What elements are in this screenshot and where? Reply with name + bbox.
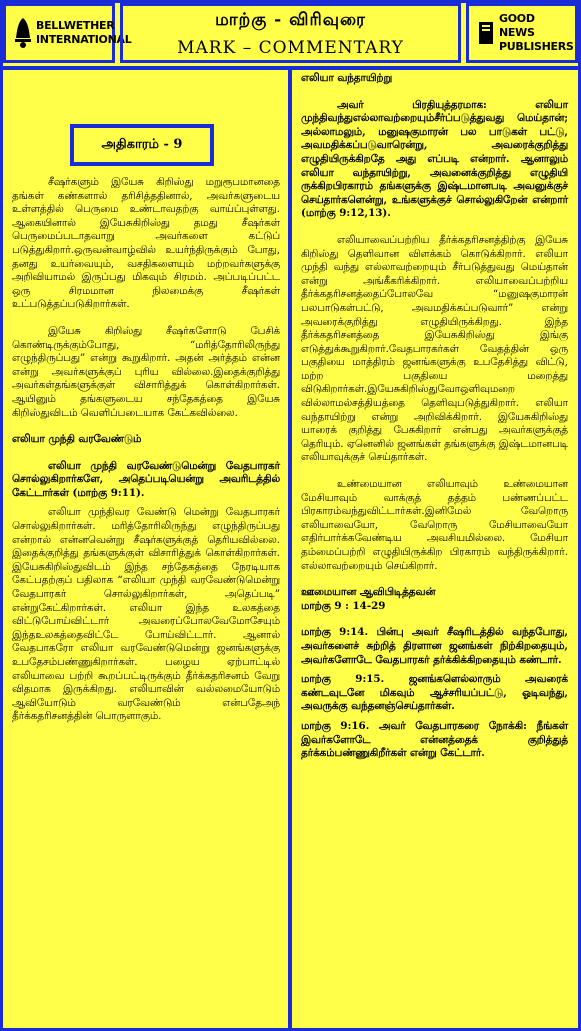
header [3,3,578,66]
paragraph: எலியாவைப்பற்றிய தீர்க்கதரிசனத்திற்கு இயேசு கிறிஸ்து தெளிவான விளக்கம் கொடுக்கிறார். எலியா முந்தி வந்து எல்லாவற்றையும் சீர்படுத்துவது மெய்தான் என்று அங்கீகரிக்கிறார். எலியாவைப்பற்றிய தீர்க்கதரிசனத்தைப்போலவே “மனுஷகுமாரன் பலபாடுகள்பட்டு, அவமதிக்கப்படுவார்” என்று அவரைக்குறித்து எழுதியிருக்கிறது. இந்த தீர்க்கதரிசனத்தை இயேசுகிறிஸ்து இங்கு எடுத்துக்கூறுகிறார்.வேதபாரகர்கள் வேதத்தின் ஒரு பகுதியை மாத்திரம் ஜனங்களுக்கு உபதேசித்து விட்டு, மற்ற பகுதியை மறைத்து விடுகிறார்கள்.இயேசுகிறிஸ்துவோஒளிவுமறை வில்லாமல்சத்தியத்தை தெளிவுபடுத்துகிறார். எலியா வந்தாயிற்று என்று அறிவிக்கிறார். இயேசுகிறிஸ்து யாரைக் குறித்து பேசுகிறார் என்பது அவர்களுக்குத் தெரியும். ஏனெனில் ஜனங்கள் தங்களுக்கு இஷ்டமானபடி எலியாவுக்குச் செய்தார்கள். [301,233,568,464]
scripture-verse: மாற்கு 9:14. பின்பு அவர் சீஷரிடத்தில் வந்தபோது, அவர்களைச் சுற்றித் திரளான ஜனங்கள் நிற்கிறதையும், அவர்களோடே வேதபாரகர் தர்க்கிக்கிறதையும் கண்டார். [301,626,568,666]
section-reference: மாற்கு 9 : 14-29 [301,599,386,612]
title-box [120,3,461,63]
book-icon [477,16,495,50]
scripture-verse: மாற்கு 9:16. அவர் வேதபாரகரை நோக்கி: நீங்கள் இவர்களோடே என்னத்தைக் குறித்துத் தர்க்கம்பண்ணுகிறீர்கள் என்று கேட்டார். [301,719,568,760]
paragraph: இயேசு கிறிஸ்து சீஷர்களோடு பேசிக் கொண்டிருக்கும்போது, “மரித்தோரிலிருந்து எழுந்திருப்பது” என்று கூறுகிறார். அதன் அர்த்தம் என்ன என்று அவர்களுக்குப் புரிய வில்லை.இதைக்குறித்து அவர்கள்தங்களுக்குள் விசாரித்துக் கொள்கிறார்கள். ஆயினும் தங்களுடைய சந்தேகத்தை இயேசு கிறிஸ்துவிடம் வெளிப்படையாக கேட்கவில்லை. [12,324,280,419]
logo-text-line1: GOOD NEWS [499,12,535,39]
title-tamil: மாற்கு - விரிவுரை [215,10,366,30]
right-column [301,72,568,761]
chapter-label: அதிகாரம் - 9 [70,124,214,166]
scripture-verse: மாற்கு 9:15. ஜனங்களெல்லாரும் அவரைக் கண்டவுடனே மிகவும் ஆச்சரியப்பட்டு, ஓடிவந்து, அவருக்கு வந்தனஞ்செய்தார்கள். [301,673,568,713]
logo-text-line2: INTERNATIONAL [36,33,132,46]
scripture-quote: எலியா முந்தி வரவேண்டுமென்று வேதபாரகர் சொல்லுகிறார்களே, அதெப்படியென்று அவரிடத்தில் கேட்டார்கள் (மாற்கு 9:11). [12,459,280,499]
section-heading: எலியா முந்தி வரவேண்டும் [12,433,142,446]
paragraph: எலியா முந்திவர வேண்டு மென்று வேதபாரகர் சொல்லுகிறார்கள். மரித்தோரிலிருந்து எழுந்திருப்பது என்றால் என்னவென்று சீஷர்களுக்குத் தெரியவில்லை. இதைக்குறித்து தங்களுக்குள் விசாரித்துக் கொள்கிறார்கள். இயேசுகிறிஸ்துவிடம் இந்த சந்தேகத்தை நேரடியாக கேட்பதற்குப் பதிலாக “எலியா முந்தி வரவேண்டுமென்று வேதபாரகர் சொல்லுகிறார்கள், அதெப்படி” என்றுகேட்கிறார்கள். எலியா இந்த உலகத்தை விட்டுபோய்விட்டார் அவரைப்போலவேமோசேயும் இந்தஉலகத்தைவிட்டே போய்விட்டார். ஆனால் வேதபாகரோ எலியா வரவேண்டுமென்று ஜனங்களுக்கு உபதேசம்பண்ணுகிறார்கள். பழைய ஏற்பாட்டில் எலியாவை பற்றி கூறப்பட்டிருக்கும் தீர்க்கதரிசனம் வேறு விதமாக இருக்கிறது. எலியாவின் வல்லமையோடும் ஆவியோடும் வரவேண்டும் என்பதேஅந் தீர்க்கதரிசனத்தின் பொருளாகும். [12,506,280,723]
bell-icon [14,16,32,50]
section-heading: எலியா வந்தாயிற்று [301,72,393,84]
logo-text-line1: BELLWETHER [36,19,115,32]
left-column [12,72,280,724]
section-heading: ஊமையான ஆவிபிடித்தவன் [301,586,436,599]
good-news-logo [466,3,578,63]
paragraph: சீஷர்களும் இயேசு கிறிஸ்து மறுரூபமானதை தங்கள் கண்களால் தரிசித்ததினால், அவர்களுடைய உள்ளத்தில் பெருமை உண்டாவதற்கு வாய்ப்புள்ளது. ஆகையினால் இயேசுகிறிஸ்து தமது சீஷர்கள் பெருமைப்படாதவாறு அவர்களை கட்டுப் படுத்துகிறார்.ஒருவன்வாழ்வில் உயர்ந்திருக்கும் போது, தனது உயர்வையும், வசதிகளையும் மற்றவர்களுக்கு அறிவியாமல் இருப்பது மிகவும் சிரமம். அப்படிப்பட்ட ஒரு சிரமமான நிலமைக்கு சீஷர்கள் உட்படுத்தப்படுகிறார்கள். [12,176,280,311]
paragraph: உண்மையான எலியாவும் உண்மையான மேசியாவும் வாக்குத் தத்தம் பண்ணப்பட்ட பிரகாரம்வந்துவிட்டார்கள்.இனிமேல் வேறொரு எலியாவையோ, வேறொரு மேசியாவையோ எதிர்பார்க்கவேண்டிய அவசியமில்லை. மேசியா தம்மைப்பற்றி எழுதியிருக்கிற பிரகாரம் வந்திருக்கிறார். எல்லாவற்றையும் செய்கிறார். [301,478,568,572]
logo-text-line2: PUBLISHERS [499,40,574,53]
title-english: MARK – COMMENTARY [177,38,404,58]
bellwether-logo [3,3,132,63]
scripture-quote: அவர் பிரதியுத்தரமாக: எலியா முந்திவந்துஎல்லாவற்றையும்சீர்ப்படுத்துவது மெய்தான்; அல்லாமலும், மனுஷகுமாரன் பல பாடுகள் பட்டு, அவமதிக்கப்படுவாரென்று, அவரைக்குறித்து எழுதியிருக்கிறதே அது எப்படி என்றார். ஆனாலும் எலியா வந்தாயிற்று, அவனைக்குறித்து எழுதியி ருக்கிறபிரகாரம் தங்களுக்கு இஷ்டமானபடி அவனுக்குச் செய்தார்களென்று, உங்களுக்குச் சொல்லுகிறேன் என்றார் (மாற்கு 9:12,13). [301,98,568,220]
column-divider [288,70,292,1031]
